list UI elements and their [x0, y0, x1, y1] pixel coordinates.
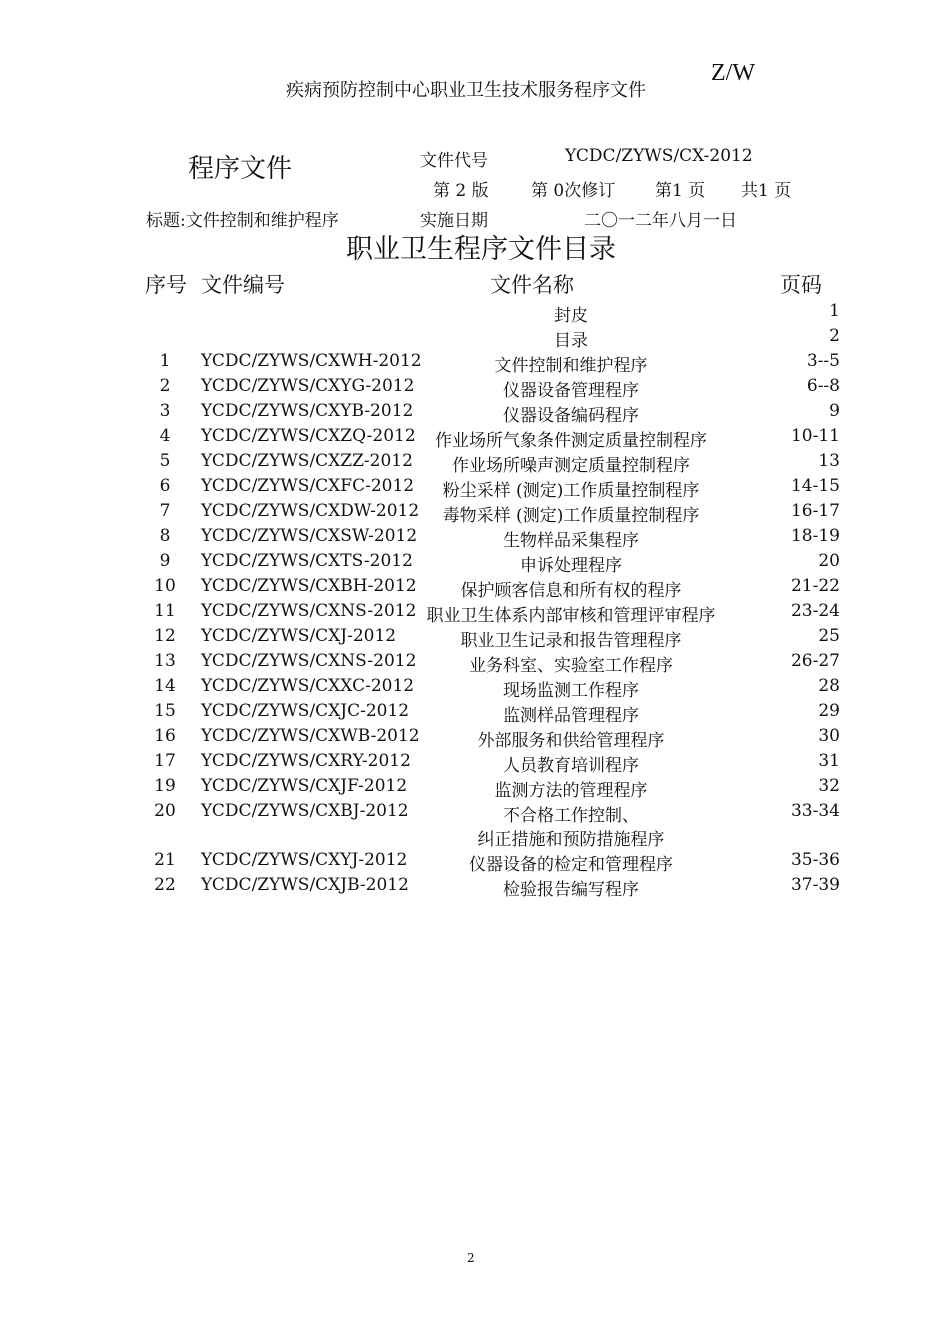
row-page: 28 [818, 676, 840, 696]
toc-title: 职业卫生程序文件目录 [346, 234, 616, 265]
toc-row [0, 476, 950, 501]
row-page: 9 [829, 401, 840, 421]
row-name: 仪器设备的检定和管理程序 [469, 855, 673, 875]
row-page: 26-27 [790, 651, 840, 671]
row-code: YCDC/ZYWS/CXBJ-2012 [201, 801, 409, 821]
row-name: 作业场所噪声测定质量控制程序 [452, 456, 690, 476]
row-page: 20 [818, 551, 840, 571]
toc-row [0, 576, 950, 601]
header-org-title: 疾病预防控制中心职业卫生技术服务程序文件 [286, 80, 646, 101]
col-header-no: 序号 [145, 273, 187, 297]
row-code: YCDC/ZYWS/CXTS-2012 [201, 551, 413, 571]
row-page: 13 [818, 451, 840, 471]
row-code: YCDC/ZYWS/CXXC-2012 [201, 676, 415, 696]
row-code: YCDC/ZYWS/CXRY-2012 [201, 751, 411, 771]
row-no: 21 [154, 850, 176, 870]
row-page: 25 [818, 626, 840, 646]
row-name: 职业卫生记录和报告管理程序 [460, 631, 682, 651]
toc-row [0, 776, 950, 801]
row-name: 生物样品采集程序 [503, 531, 639, 551]
page-of: 第1 页 [655, 181, 706, 201]
toc-row [0, 850, 950, 875]
row-name: 现场监测工作程序 [503, 681, 639, 701]
toc-row [0, 351, 950, 376]
row-code: YCDC/ZYWS/CXYB-2012 [201, 401, 414, 421]
doc-type-title: 程序文件 [188, 154, 293, 184]
toc-row [0, 875, 950, 900]
toc-row [0, 601, 950, 626]
date-label: 实施日期 [420, 211, 488, 231]
total-pages: 共1 页 [741, 181, 792, 201]
row-page: 1 [829, 301, 840, 321]
row-page: 29 [818, 701, 840, 721]
row-code: YCDC/ZYWS/CXNS-2012 [201, 601, 417, 621]
row-name: 业务科室、实验室工作程序 [469, 656, 673, 676]
row-no: 17 [154, 751, 176, 771]
row-no: 12 [154, 626, 176, 646]
row-page: 2 [829, 326, 840, 346]
row-name: 文件控制和维护程序 [494, 356, 648, 376]
row-page: 14-15 [790, 476, 840, 496]
header-mark: Z/W [711, 60, 755, 86]
row-no: 1 [159, 351, 171, 371]
row-no: 10 [154, 576, 176, 596]
toc-row [0, 526, 950, 551]
row-no: 11 [154, 601, 176, 621]
row-name: 不合格工作控制、 [503, 806, 639, 826]
toc-row [0, 551, 950, 576]
row-no: 8 [159, 526, 171, 546]
subject: 标题:文件控制和维护程序 [146, 211, 339, 231]
toc-row [0, 701, 950, 726]
row-name: 外部服务和供给管理程序 [477, 731, 665, 751]
row-no: 20 [154, 801, 176, 821]
col-header-page: 页码 [780, 273, 822, 297]
toc-row [0, 626, 950, 651]
row-no: 22 [154, 875, 176, 895]
row-code: YCDC/ZYWS/CXBH-2012 [201, 576, 417, 596]
page-number: 2 [467, 1251, 475, 1265]
row-page: 32 [818, 776, 840, 796]
row-name: 监测方法的管理程序 [494, 781, 648, 801]
row-code: YCDC/ZYWS/CXJ-2012 [201, 626, 397, 646]
toc-row [0, 801, 950, 826]
toc-row [0, 401, 950, 426]
row-name: 职业卫生体系内部审核和管理评审程序 [426, 606, 716, 626]
toc-row [0, 326, 950, 351]
toc-row [0, 426, 950, 451]
row-no: 4 [159, 426, 171, 446]
toc-row [0, 751, 950, 776]
code-label: 文件代号 [420, 151, 488, 171]
row-no: 2 [159, 376, 171, 396]
row-page: 31 [818, 751, 840, 771]
row-no: 3 [159, 401, 171, 421]
row-code: YCDC/ZYWS/CXWB-2012 [201, 726, 420, 746]
row-page: 10-11 [790, 426, 840, 446]
row-no: 15 [154, 701, 176, 721]
row-no: 14 [154, 676, 176, 696]
code-value: YCDC/ZYWS/CX-2012 [565, 146, 753, 166]
row-page: 37-39 [790, 875, 840, 895]
row-code: YCDC/ZYWS/CXZZ-2012 [201, 451, 413, 471]
row-name: 作业场所气象条件测定质量控制程序 [435, 431, 707, 451]
row-name: 毒物采样 (测定)工作质量控制程序 [442, 506, 700, 526]
row-name: 检验报告编写程序 [503, 880, 639, 900]
row-code: YCDC/ZYWS/CXWH-2012 [201, 351, 422, 371]
row-name: 仪器设备管理程序 [503, 381, 639, 401]
row-code: YCDC/ZYWS/CXSW-2012 [201, 526, 418, 546]
row-name: 目录 [554, 331, 588, 351]
date-value: 二〇一二年八月一日 [584, 211, 737, 231]
row-name: 封皮 [554, 306, 588, 326]
row-page: 16-17 [790, 501, 840, 521]
row-page: 33-34 [790, 801, 840, 821]
revision: 第 0次修订 [531, 181, 616, 201]
row-name: 申诉处理程序 [520, 556, 622, 576]
row-page: 21-22 [790, 576, 840, 596]
toc-row [0, 376, 950, 401]
row-no: 16 [154, 726, 176, 746]
toc-row [0, 301, 950, 326]
toc-row [0, 825, 950, 850]
row-no: 5 [159, 451, 171, 471]
row-name: 纠正措施和预防措施程序 [477, 830, 665, 850]
col-header-code: 文件编号 [201, 273, 285, 297]
edition: 第 2 版 [433, 181, 489, 201]
toc-row [0, 451, 950, 476]
row-no: 7 [159, 501, 171, 521]
row-no: 9 [159, 551, 171, 571]
row-name: 人员教育培训程序 [503, 756, 639, 776]
row-name: 仪器设备编码程序 [503, 406, 639, 426]
row-page: 6--8 [806, 376, 840, 396]
row-code: YCDC/ZYWS/CXJB-2012 [201, 875, 409, 895]
row-name: 粉尘采样 (测定)工作质量控制程序 [442, 481, 700, 501]
row-code: YCDC/ZYWS/CXNS-2012 [201, 651, 417, 671]
row-page: 23-24 [790, 601, 840, 621]
row-page: 35-36 [790, 850, 840, 870]
row-page: 30 [818, 726, 840, 746]
toc-row [0, 676, 950, 701]
row-name: 保护顾客信息和所有权的程序 [460, 581, 682, 601]
row-no: 6 [159, 476, 171, 496]
row-code: YCDC/ZYWS/CXDW-2012 [201, 501, 420, 521]
row-page: 18-19 [790, 526, 840, 546]
row-code: YCDC/ZYWS/CXJC-2012 [201, 701, 410, 721]
row-name: 监测样品管理程序 [503, 706, 639, 726]
row-no: 19 [154, 776, 176, 796]
toc-row [0, 651, 950, 676]
row-code: YCDC/ZYWS/CXYG-2012 [201, 376, 415, 396]
row-page: 3--5 [806, 351, 840, 371]
toc-row [0, 501, 950, 526]
toc-row [0, 726, 950, 751]
row-no: 13 [154, 651, 176, 671]
col-header-name: 文件名称 [490, 273, 574, 297]
row-code: YCDC/ZYWS/CXJF-2012 [201, 776, 408, 796]
row-code: YCDC/ZYWS/CXFC-2012 [201, 476, 415, 496]
row-code: YCDC/ZYWS/CXZQ-2012 [201, 426, 416, 446]
row-code: YCDC/ZYWS/CXYJ-2012 [201, 850, 408, 870]
